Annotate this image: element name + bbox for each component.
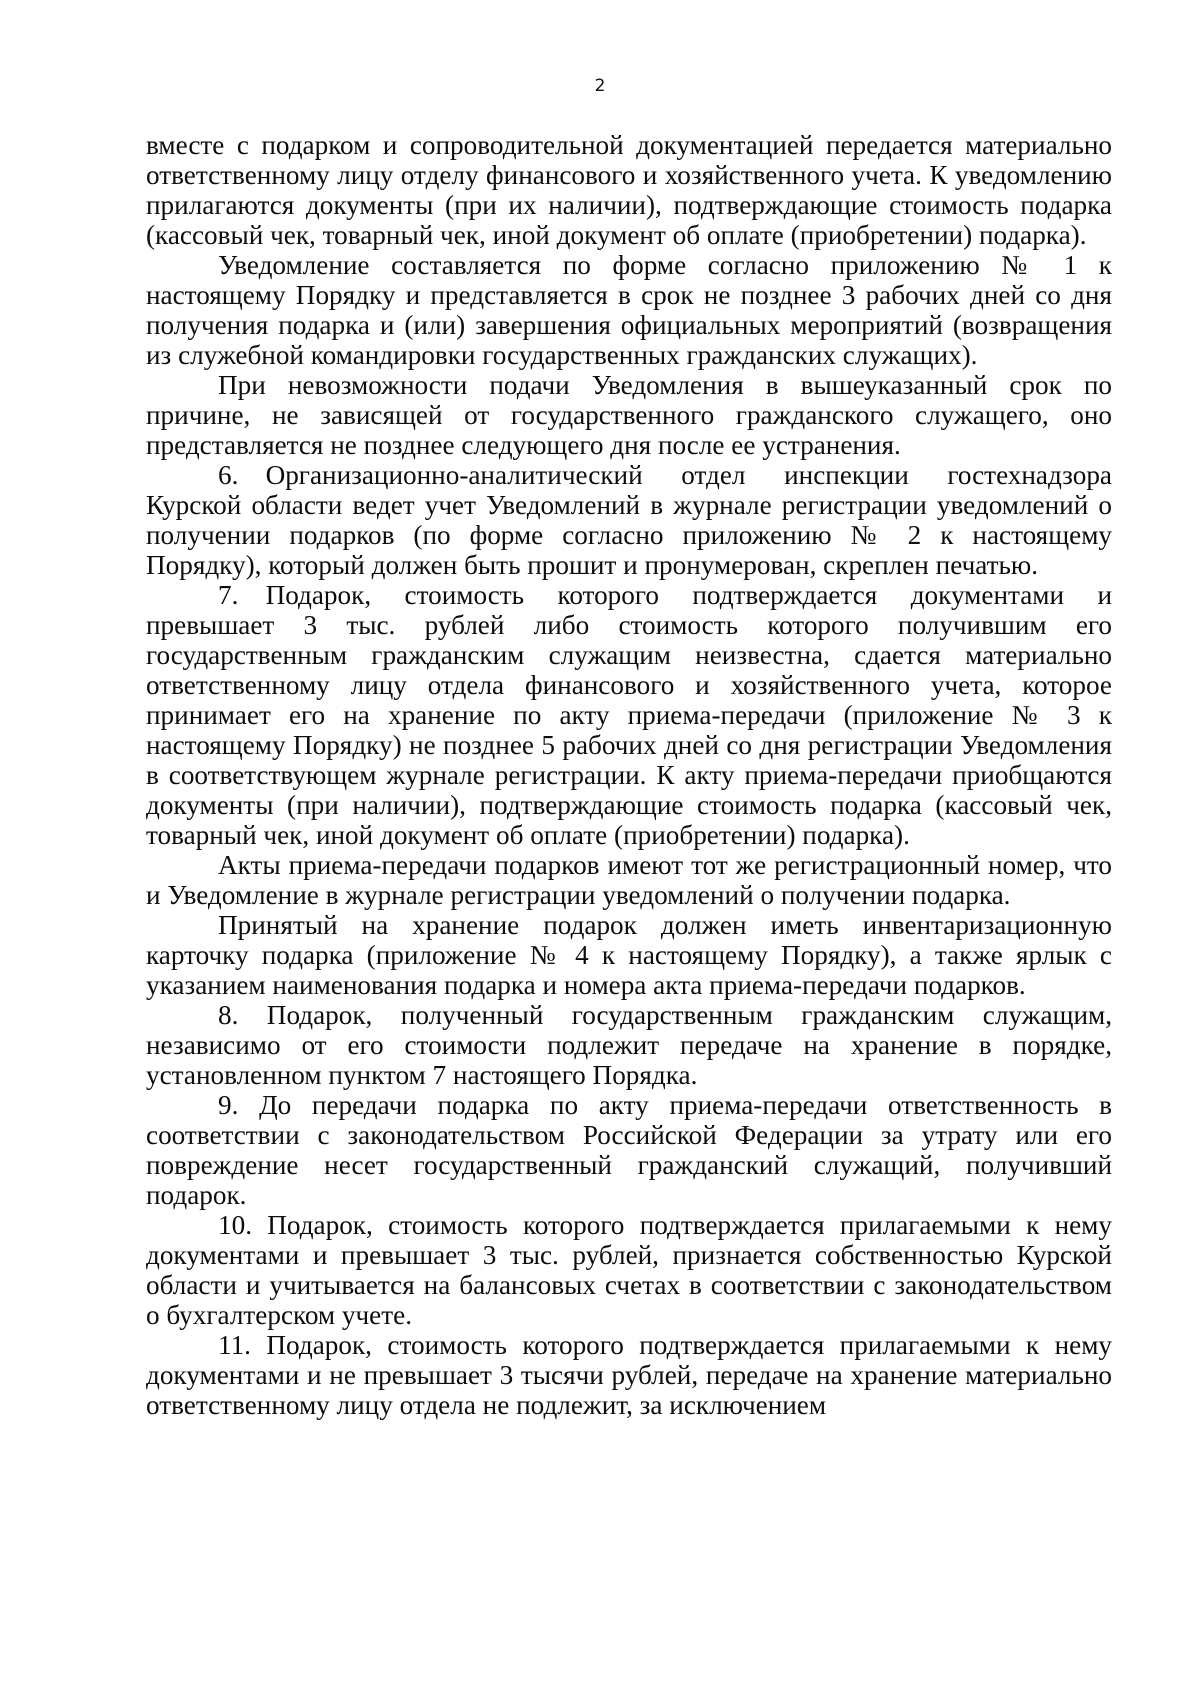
paragraph-item-8: 8. Подарок, полученный государственным гражданским служащим, независимо от его стоимости подлежит передаче на хранение в порядке, установленном пунктом 7 настоящего Порядка. (146, 1000, 1112, 1090)
paragraph-acts: Акты приема-передачи подарков имеют тот же регистрационный номер, что и Уведомление в журнале регистрации уведомлений о получении подарка. (146, 850, 1112, 910)
paragraph-item-6: 6. Организационно-аналитический отдел инспекции гостехнадзора Курской области ведет учет Уведомлений в журнале регистрации уведомлений о получении подарков (по форме согласно приложению № 2 к настоящему Порядку), который должен быть прошит и пронумерован, скреплен печатью. (146, 460, 1112, 580)
page-number: 2 (594, 76, 606, 96)
paragraph-item-11: 11. Подарок, стоимость которого подтверждается прилагаемыми к нему документами и не превышает 3 тысячи рублей, передаче на хранение материально ответственному лицу отдела не подлежит, за исключением (146, 1330, 1112, 1420)
paragraph-item-9: 9. До передачи подарка по акту приема-передачи ответственность в соответствии с законодательством Российской Федерации за утрату или его повреждение несет государственный гражданский служащий, получивший подарок. (146, 1090, 1112, 1210)
paragraph-item-10: 10. Подарок, стоимость которого подтверждается прилагаемыми к нему документами и превышает 3 тыс. рублей, признается собственностью Курской области и учитывается на балансовых счетах в соответствии с законодательством о бухгалтерском учете. (146, 1210, 1112, 1330)
paragraph-impossibility: При невозможности подачи Уведомления в вышеуказанный срок по причине, не зависящей от государственного гражданского служащего, оно представляется не позднее следующего дня после ее устранения. (146, 370, 1112, 460)
paragraph-continuation: вместе с подарком и сопроводительной документацией передается материально ответственному лицу отделу финансового и хозяйственного учета. К уведомлению прилагаются документы (при их наличии), подтверждающие стоимость подарка (кассовый чек, товарный чек, иной документ об оплате (приобретении) подарка). (146, 130, 1112, 250)
paragraph-inventory-card: Принятый на хранение подарок должен иметь инвентаризационную карточку подарка (приложение № 4 к настоящему Порядку), а также ярлык с указанием наименования подарка и номера акта приема-передачи подарков. (146, 910, 1112, 1000)
paragraph-item-7: 7. Подарок, стоимость которого подтверждается документами и превышает 3 тыс. рублей либо стоимость которого получившим его государственным гражданским служащим неизвестна, сдается материально ответственному лицу отдела финансового и хозяйственного учета, которое принимает его на хранение по акту приема-передачи (приложение № 3 к настоящему Порядку) не позднее 5 рабочих дней со дня регистрации Уведомления в соответствующем журнале регистрации. К акту приема-передачи приобщаются документы (при наличии), подтверждающие стоимость подарка (кассовый чек, товарный чек, иной документ об оплате (приобретении) подарка). (146, 580, 1112, 850)
document-body (146, 130, 1112, 1420)
paragraph-notification-form: Уведомление составляется по форме согласно приложению № 1 к настоящему Порядку и представляется в срок не позднее 3 рабочих дней со дня получения подарка и (или) завершения официальных мероприятий (возвращения из служебной командировки государственных гражданских служащих). (146, 250, 1112, 370)
